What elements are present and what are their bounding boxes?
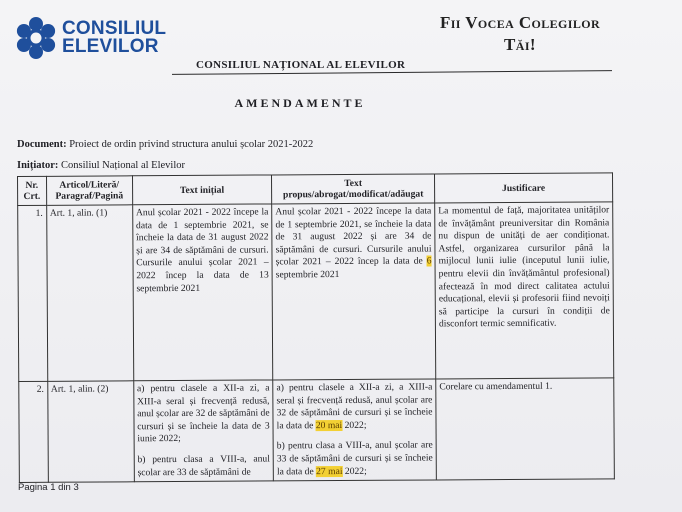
- proposed-b-start: b) pentru clasa a VIII-a, anul școlar are 33 de săptămâni de cursuri și se încheie la data de: [276, 439, 433, 477]
- proposed-b-end: 2022;: [342, 465, 367, 477]
- initial-point-a: a) pentru clasele a XII-a zi, a XIII-a seral și frecvență redusă, anul școlar are 32 de săptămâni de cursuri și se încheie la data de 3 iunie 2022;: [137, 382, 270, 445]
- page-number: Pagina 1 din 3: [18, 482, 79, 493]
- document-title: AMENDAMENTE: [234, 96, 366, 110]
- initiator-value: Consiliul Național al Elevilor: [61, 160, 185, 171]
- document-value: Proiect de ordin privind structura anului școlar 2021-2022: [69, 139, 314, 150]
- row-proposed-text: [273, 379, 437, 481]
- logo-line-1: CONSILIUL: [62, 18, 167, 39]
- table-row: [19, 378, 615, 483]
- header-nr: Nr. Crt.: [18, 176, 47, 205]
- document-line: [17, 139, 313, 150]
- logo-line-2: ELEVILOR: [62, 36, 159, 57]
- highlighted-change: 6: [426, 255, 432, 267]
- proposed-point-b: [277, 440, 433, 479]
- header-justification: Justificare: [435, 173, 613, 203]
- council-name: CONSILIUL NAȚIONAL AL ELEVILOR: [196, 59, 406, 71]
- proposed-a-start: a) pentru clasele a XII-a zi, a XIII-a seral și frecvență redusă, anul școlar are 32 de săptămâni de cursuri și se încheie la data de: [276, 381, 433, 432]
- row-article: Art. 1, alin. (2): [47, 381, 134, 483]
- proposed-text-start: Anul școlar 2021 - 2022 începe la data de 1 septembrie 2021, se încheie la data de 31 august 2022 și are 34 de săptămâni de cursuri. Cursurile anului școlar 2021 – 2022 încep la data de: [275, 205, 432, 268]
- row-initial-text: [133, 380, 273, 482]
- table-header-row: [18, 173, 613, 206]
- row-proposed-text: [272, 203, 436, 380]
- highlighted-change: 27 mai: [316, 465, 343, 477]
- council-logo: [14, 14, 167, 60]
- amendments-table: [17, 172, 615, 483]
- initiator-label: Inițiator:: [17, 160, 59, 171]
- slogan-line-1: Fii Vocea Colegilor: [439, 13, 601, 32]
- proposed-point-a: [276, 381, 432, 432]
- header-initial-text: Text inițial: [132, 175, 272, 205]
- row-initial-text: Anul școlar 2021 - 2022 începe la data de 1 septembrie 2021, se încheie la data de 31 august 2022 și are 34 de săptămâni de cursuri. Cursurile anului școlar 2021 – 2022 încep la data de 13 septembrie 2021: [132, 204, 272, 381]
- initiator-line: [17, 160, 185, 171]
- row-nr: 1.: [18, 205, 48, 381]
- row-justification: Corelare cu amendamentul 1.: [436, 378, 615, 480]
- initial-point-b: b) pentru clasa a VIII-a, anul școlar are 33 de săptămâni de: [137, 453, 270, 478]
- slogan-line-2: Tăi!: [504, 35, 536, 54]
- header-proposed-text: Text propus/abrogat/modificat/adăugat: [272, 174, 435, 204]
- highlighted-change: 20 mai: [315, 419, 343, 431]
- row-nr: 2.: [19, 381, 48, 482]
- proposed-a-end: 2022;: [342, 419, 367, 431]
- row-article: Art. 1, alin. (1): [46, 205, 133, 382]
- proposed-text-end: septembrie 2021: [275, 269, 340, 281]
- document-label: Document:: [17, 139, 67, 150]
- logo-wordmark: [62, 20, 166, 56]
- table-row: [18, 202, 614, 382]
- flower-logo-icon: [14, 16, 58, 60]
- row-justification: La momentul de față, majoritatea unităților de învățământ preuniversitar din România nu dispun de unități de aer condiționat. Astfel, organizarea cursurilor până la mijlocul lunii iulie (inceputul lunii iulie, pentru elevii din învățământul profesional) afectează în mod direct calitatea actului educațional, elevii și profesorii fiind nevoiți să participe la cursuri în condiții de disconfort termic semnificativ.: [435, 202, 614, 379]
- slogan: [410, 12, 630, 56]
- header-article: Articol/Literă/ Paragraf/Pagină: [46, 176, 132, 206]
